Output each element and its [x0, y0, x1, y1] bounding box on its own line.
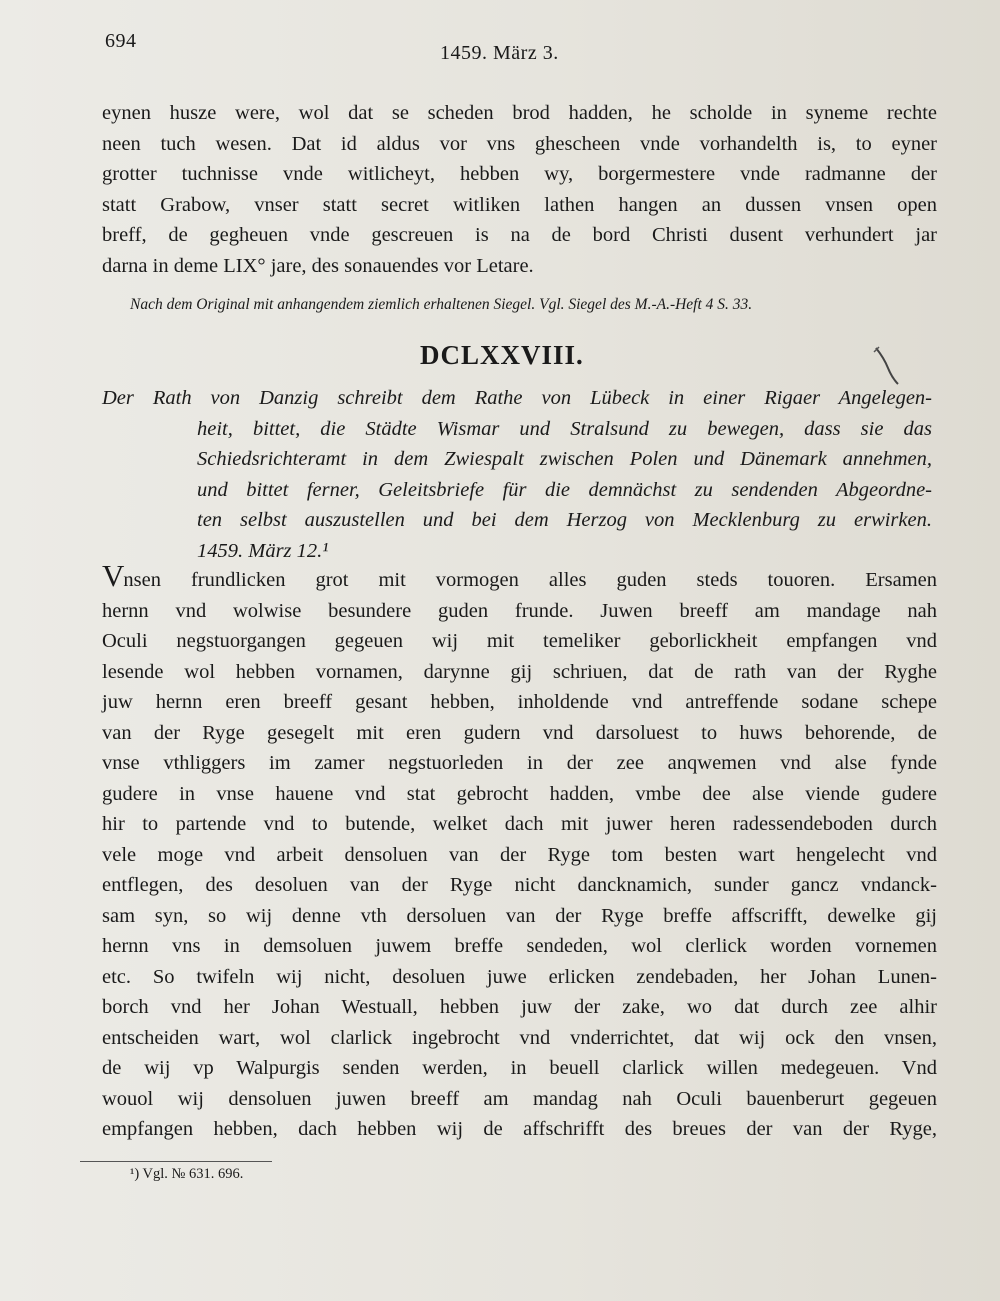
source-note: Nach dem Original mit anhangendem ziemlich erhaltenen Siegel. Vgl. Siegel des M.-A.-Heft 4 S. 33. [130, 296, 753, 313]
page-header [105, 30, 895, 64]
pencil-mark [872, 344, 902, 388]
text-line: neen tuch wesen. Dat id aldus vor vns ghescheen vnde vorhandelth is, to eyner [102, 132, 937, 155]
regest-date: 1459. März 12.¹ [197, 539, 329, 562]
text-line: etc. So twifeln wij nicht, desoluen juwe erlicken zendebaden, her Johan Lunen- [102, 965, 937, 988]
regest-line: heit, bittet, die Städte Wismar und Stralsund zu bewegen, dass sie das [197, 417, 932, 440]
page-number: 694 [105, 30, 137, 52]
regest-line: Schiedsrichteramt in dem Zwiespalt zwischen Polen und Dänemark annehmen, [197, 448, 932, 470]
text-line: entscheiden wart, wol clarlick ingebrocht vnd vnderrichtet, dat wij ock den vnsen, [102, 1026, 937, 1049]
text-line: Oculi negstuorgangen gegeuen wij mit temeliker geborlickheit empfangen vnd [102, 630, 937, 652]
text-line: eynen husze were, wol dat se scheden brod hadden, he scholde in syneme rechte [102, 102, 937, 124]
text-line: vnse vthliggers im zamer negstuorleden in der zee anqwemen vnd alse fynde [102, 752, 937, 774]
text-line: hir to partende vnd to butende, welket dach mit juwer heren radessendeboden durch [102, 813, 937, 835]
text-line: gudere in vnse hauene vnd stat gebrocht hadden, vmbe dee alse viende gudere [102, 782, 937, 805]
regest-line: ten selbst auszustellen und bei dem Herzog von Mecklenburg zu erwirken. [197, 509, 932, 531]
text-line: borch vnd her Johan Westuall, hebben juw der zake, wo dat durch zee alhir [102, 996, 937, 1018]
text-line: empfangen hebben, dach hebben wij de affschrifft des breues der van der Ryge, [102, 1118, 937, 1140]
running-head-date: 1459. März 3. [440, 42, 559, 64]
text-line: darna in deme LIX° jare, des sonauendes vor Letare. [102, 254, 534, 277]
text-line: hernn vns in demsoluen juwem breffe sendeden, wol clerlick worden vornemen [102, 935, 937, 957]
text-line: juw hernn eren breeff gesant hebben, inholdende vnd antreffende sodane schepe [102, 691, 937, 713]
previous-document-text [102, 98, 937, 281]
text-line: vele moge vnd arbeit densoluen van der Ryge tom besten wart hengelecht vnd [102, 843, 937, 866]
initial-letter: V [102, 558, 124, 593]
first-text-line [102, 558, 937, 596]
letter-text [102, 558, 937, 1145]
text-line: grotter tuchnisse vnde witlicheyt, hebben wy, borgermestere vnde radmanne der [102, 163, 937, 185]
text-line: statt Grabow, vnser statt secret witliken lathen hangen an dussen vnsen open [102, 193, 937, 216]
footnote: ¹) Vgl. № 631. 696. [130, 1166, 244, 1182]
text-line: entflegen, des desoluen van der Ryge nicht dancknamich, sunder gancz vndanck- [102, 874, 937, 896]
text-line: de wij vp Walpurgis senden werden, in beuell clarlick willen medegeuen. Vnd [102, 1057, 937, 1079]
text-line: lesende wol hebben vornamen, darynne gij schriuen, dat de rath van der Ryghe [102, 660, 937, 683]
document-number-heading: DCLXXVIII. [420, 340, 584, 370]
first-line-text: nsen frundlicken grot mit vormogen alles guden steds touoren. Ersamen [123, 569, 937, 591]
text-line: van der Ryge gesegelt mit eren gudern vnd darsoluest to huws behorende, de [102, 721, 937, 744]
footnote-divider [80, 1161, 272, 1162]
regest-line: Der Rath von Danzig schreibt dem Rathe von Lübeck in einer Rigaer Angelegen- [102, 387, 932, 409]
text-line: wouol wij densoluen juwen breeff am mandag nah Oculi bauenberurt gegeuen [102, 1087, 937, 1110]
regest-line: und bittet ferner, Geleitsbriefe für die demnächst zu sendenden Abgeordne- [197, 478, 932, 501]
text-line: hernn vnd wolwise besundere guden frunde. Juwen breeff am mandage nah [102, 599, 937, 622]
text-line: sam syn, so wij denne vth dersoluen van der Ryge breffe affscrifft, dewelke gij [102, 904, 937, 927]
regest-summary [102, 383, 932, 566]
text-line: breff, de gegheuen vnde gescreuen is na de bord Christi dusent verhundert jar [102, 224, 937, 246]
